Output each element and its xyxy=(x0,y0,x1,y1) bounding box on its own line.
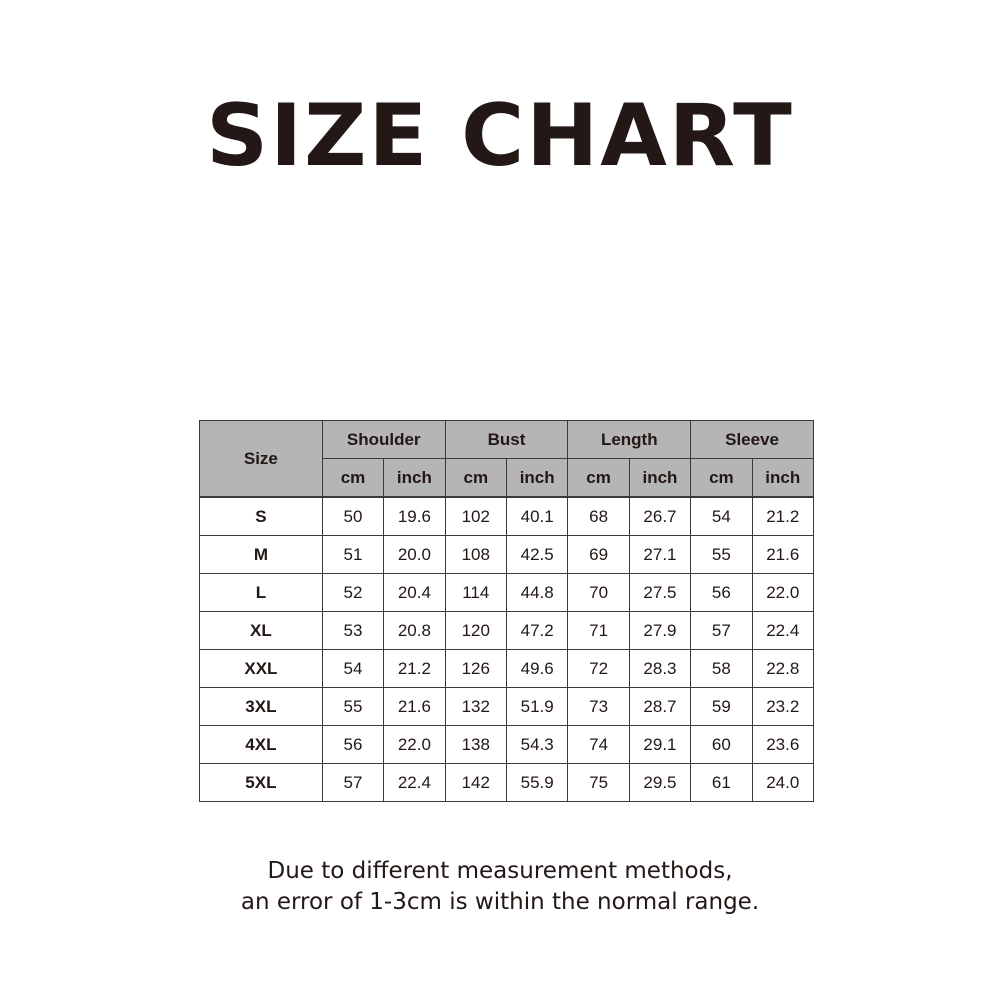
table-cell: 27.5 xyxy=(629,574,690,612)
table-cell: 21.2 xyxy=(384,650,445,688)
sleeve-header: Sleeve xyxy=(691,421,814,459)
size-cell: L xyxy=(200,574,323,612)
size-cell: S xyxy=(200,497,323,536)
unit-header: inch xyxy=(629,459,690,498)
table-cell: 126 xyxy=(445,650,506,688)
size-table xyxy=(199,420,814,802)
table-cell: 22.0 xyxy=(752,574,813,612)
table-row xyxy=(200,726,814,764)
unit-header: cm xyxy=(691,459,752,498)
table-cell: 28.3 xyxy=(629,650,690,688)
size-column-header: Size xyxy=(200,421,323,498)
unit-header: cm xyxy=(445,459,506,498)
table-row xyxy=(200,612,814,650)
table-cell: 29.1 xyxy=(629,726,690,764)
table-cell: 58 xyxy=(691,650,752,688)
table-cell: 52 xyxy=(322,574,383,612)
measurement-note xyxy=(0,856,1000,918)
table-cell: 20.4 xyxy=(384,574,445,612)
table-cell: 59 xyxy=(691,688,752,726)
size-cell: 5XL xyxy=(200,764,323,802)
shoulder-header: Shoulder xyxy=(322,421,445,459)
table-cell: 70 xyxy=(568,574,629,612)
table-cell: 24.0 xyxy=(752,764,813,802)
table-cell: 28.7 xyxy=(629,688,690,726)
table-cell: 60 xyxy=(691,726,752,764)
table-cell: 51.9 xyxy=(506,688,567,726)
table-cell: 57 xyxy=(322,764,383,802)
table-row xyxy=(200,536,814,574)
table-cell: 68 xyxy=(568,497,629,536)
size-cell: XL xyxy=(200,612,323,650)
size-cell: 4XL xyxy=(200,726,323,764)
table-cell: 57 xyxy=(691,612,752,650)
unit-header: cm xyxy=(322,459,383,498)
table-cell: 22.4 xyxy=(384,764,445,802)
table-cell: 51 xyxy=(322,536,383,574)
table-cell: 21.6 xyxy=(384,688,445,726)
table-cell: 21.2 xyxy=(752,497,813,536)
table-cell: 55 xyxy=(322,688,383,726)
table-cell: 73 xyxy=(568,688,629,726)
table-cell: 54 xyxy=(691,497,752,536)
size-cell: 3XL xyxy=(200,688,323,726)
table-cell: 29.5 xyxy=(629,764,690,802)
note-line-2: an error of 1-3cm is within the normal range. xyxy=(240,889,760,915)
unit-header: inch xyxy=(752,459,813,498)
table-cell: 44.8 xyxy=(506,574,567,612)
table-cell: 40.1 xyxy=(506,497,567,536)
table-row xyxy=(200,574,814,612)
table-row xyxy=(200,650,814,688)
table-cell: 53 xyxy=(322,612,383,650)
table-cell: 142 xyxy=(445,764,506,802)
table-cell: 26.7 xyxy=(629,497,690,536)
table-cell: 108 xyxy=(445,536,506,574)
table-cell: 120 xyxy=(445,612,506,650)
table-cell: 138 xyxy=(445,726,506,764)
table-cell: 56 xyxy=(322,726,383,764)
table-cell: 54.3 xyxy=(506,726,567,764)
bust-header: Bust xyxy=(445,421,568,459)
length-header: Length xyxy=(568,421,691,459)
table-cell: 102 xyxy=(445,497,506,536)
table-cell: 49.6 xyxy=(506,650,567,688)
table-cell: 27.1 xyxy=(629,536,690,574)
table-cell: 71 xyxy=(568,612,629,650)
size-cell: XXL xyxy=(200,650,323,688)
table-cell: 75 xyxy=(568,764,629,802)
table-cell: 50 xyxy=(322,497,383,536)
table-row xyxy=(200,497,814,536)
table-cell: 22.0 xyxy=(384,726,445,764)
unit-header: inch xyxy=(384,459,445,498)
table-cell: 20.8 xyxy=(384,612,445,650)
table-cell: 23.2 xyxy=(752,688,813,726)
table-cell: 20.0 xyxy=(384,536,445,574)
table-cell: 27.9 xyxy=(629,612,690,650)
table-cell: 55 xyxy=(691,536,752,574)
table-cell: 19.6 xyxy=(384,497,445,536)
table-cell: 23.6 xyxy=(752,726,813,764)
table-cell: 54 xyxy=(322,650,383,688)
table-header-group-row xyxy=(200,421,814,459)
unit-header: cm xyxy=(568,459,629,498)
table-row xyxy=(200,688,814,726)
note-line-1: Due to different measurement methods, xyxy=(267,858,733,884)
table-cell: 22.4 xyxy=(752,612,813,650)
table-cell: 47.2 xyxy=(506,612,567,650)
table-cell: 74 xyxy=(568,726,629,764)
unit-header: inch xyxy=(506,459,567,498)
table-cell: 72 xyxy=(568,650,629,688)
table-cell: 42.5 xyxy=(506,536,567,574)
table-body xyxy=(200,497,814,802)
table-row xyxy=(200,764,814,802)
table-cell: 132 xyxy=(445,688,506,726)
table-cell: 22.8 xyxy=(752,650,813,688)
table-cell: 56 xyxy=(691,574,752,612)
table-cell: 61 xyxy=(691,764,752,802)
table-cell: 55.9 xyxy=(506,764,567,802)
table-cell: 114 xyxy=(445,574,506,612)
page-title: SIZE CHART xyxy=(206,86,794,186)
size-cell: M xyxy=(200,536,323,574)
table-cell: 69 xyxy=(568,536,629,574)
table-cell: 21.6 xyxy=(752,536,813,574)
